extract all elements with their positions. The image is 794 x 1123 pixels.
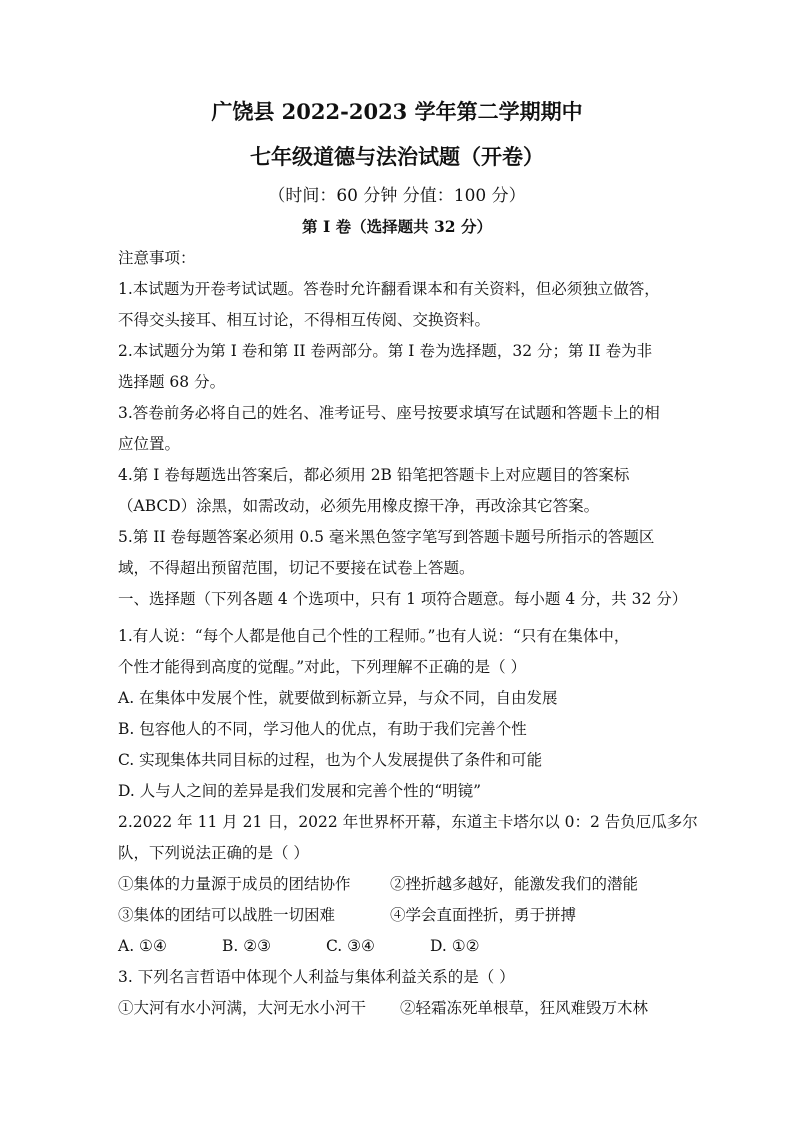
q1-option-b: B. 包容他人的不同，学习他人的优点，有助于我们完善个性 <box>118 720 527 738</box>
notes-line: 4.第 I 卷每题选出答案后，都必须用 2B 铅笔把答题卡上对应题目的答案标 <box>118 466 630 484</box>
part-one-heading: 一、选择题（下列各题 4 个选项中，只有 1 项符合题意。每小题 4 分，共 32 分） <box>118 590 688 608</box>
q2-item-1: ①集体的力量源于成员的团结协作 <box>118 875 351 893</box>
notes-line: 域，不得超出预留范围，切记不要接在试卷上答题。 <box>118 559 475 577</box>
q1-option-a: A. 在集体中发展个性，就要做到标新立异，与众不同，自由发展 <box>118 689 558 707</box>
q1-stem-line2: 个性才能得到高度的觉醒。”对此，下列理解不正确的是（ ） <box>118 658 527 676</box>
q3-items-row1 <box>118 998 688 1018</box>
q3-item-2: ②轻霜冻死单根草，狂风难毁万木林 <box>400 999 649 1017</box>
q3-item-1: ①大河有水小河满，大河无水小河干 <box>118 999 367 1017</box>
notes-line: 应位置。 <box>118 435 181 453</box>
q2-choices-row <box>118 936 688 956</box>
q1-stem-line1: 1.有人说：“每个人都是他自己个性的工程师。”也有人说：“只有在集体中， <box>118 627 630 645</box>
notes-line: （ABCD）涂黑，如需改动，必须先用橡皮擦干净，再改涂其它答案。 <box>118 497 600 515</box>
section-title: 第 I 卷（选择题共 32 分） <box>302 217 492 236</box>
q1-option-c: C. 实现集体共同目标的过程，也为个人发展提供了条件和可能 <box>118 751 543 769</box>
notes-line: 3.答卷前务必将自己的姓名、准考证号、座号按要求填写在试题和答题卡上的相 <box>118 404 660 422</box>
q2-choice-b: B. ②③ <box>222 937 272 955</box>
exam-time-score: （时间：60 分钟 分值：100 分） <box>268 186 526 206</box>
q2-item-3: ③集体的团结可以战胜一切困难 <box>118 906 336 924</box>
q3-stem: 3. 下列名言哲语中体现个人利益与集体利益关系的是（ ） <box>118 968 515 986</box>
notes-line: 2.本试题分为第 I 卷和第 II 卷两部分。第 I 卷为选择题，32 分；第 II 卷为非 <box>118 342 653 360</box>
notes-heading: 注意事项： <box>118 249 196 267</box>
q2-choice-a: A. ①④ <box>118 937 167 955</box>
notes-line: 选择题 68 分。 <box>118 373 226 391</box>
q2-choice-c: C. ③④ <box>326 937 375 955</box>
q2-choice-d: D. ①② <box>430 937 480 955</box>
q2-stem-line1: 2.2022 年 11 月 21 日，2022 年世界杯开幕，东道主卡塔尔以 0：2 告负厄瓜多尔 <box>118 813 698 831</box>
q2-stem-line2: 队，下列说法正确的是（ ） <box>118 844 309 862</box>
exam-title-line2: 七年级道德与法治试题（开卷） <box>250 144 544 169</box>
q2-item-2: ②挫折越多越好，能激发我们的潜能 <box>390 875 639 893</box>
q1-option-d: D. 人与人之间的差异是我们发展和完善个性的“明镜” <box>118 782 482 800</box>
notes-line: 5.第 II 卷每题答案必须用 0.5 毫米黑色签字笔写到答题卡题号所指示的答题区 <box>118 528 655 546</box>
notes-line: 不得交头接耳、相互讨论，不得相互传阅、交换资料。 <box>118 311 491 329</box>
notes-line: 1.本试题为开卷考试试题。答卷时允许翻看课本和有关资料，但必须独立做答， <box>118 280 660 298</box>
q2-items-row2 <box>118 905 688 925</box>
q2-item-4: ④学会直面挫折，勇于拼搏 <box>390 906 577 924</box>
q2-items-row1 <box>118 874 688 894</box>
exam-title-line1: 广饶县 2022-2023 学年第二学期期中 <box>211 99 583 124</box>
